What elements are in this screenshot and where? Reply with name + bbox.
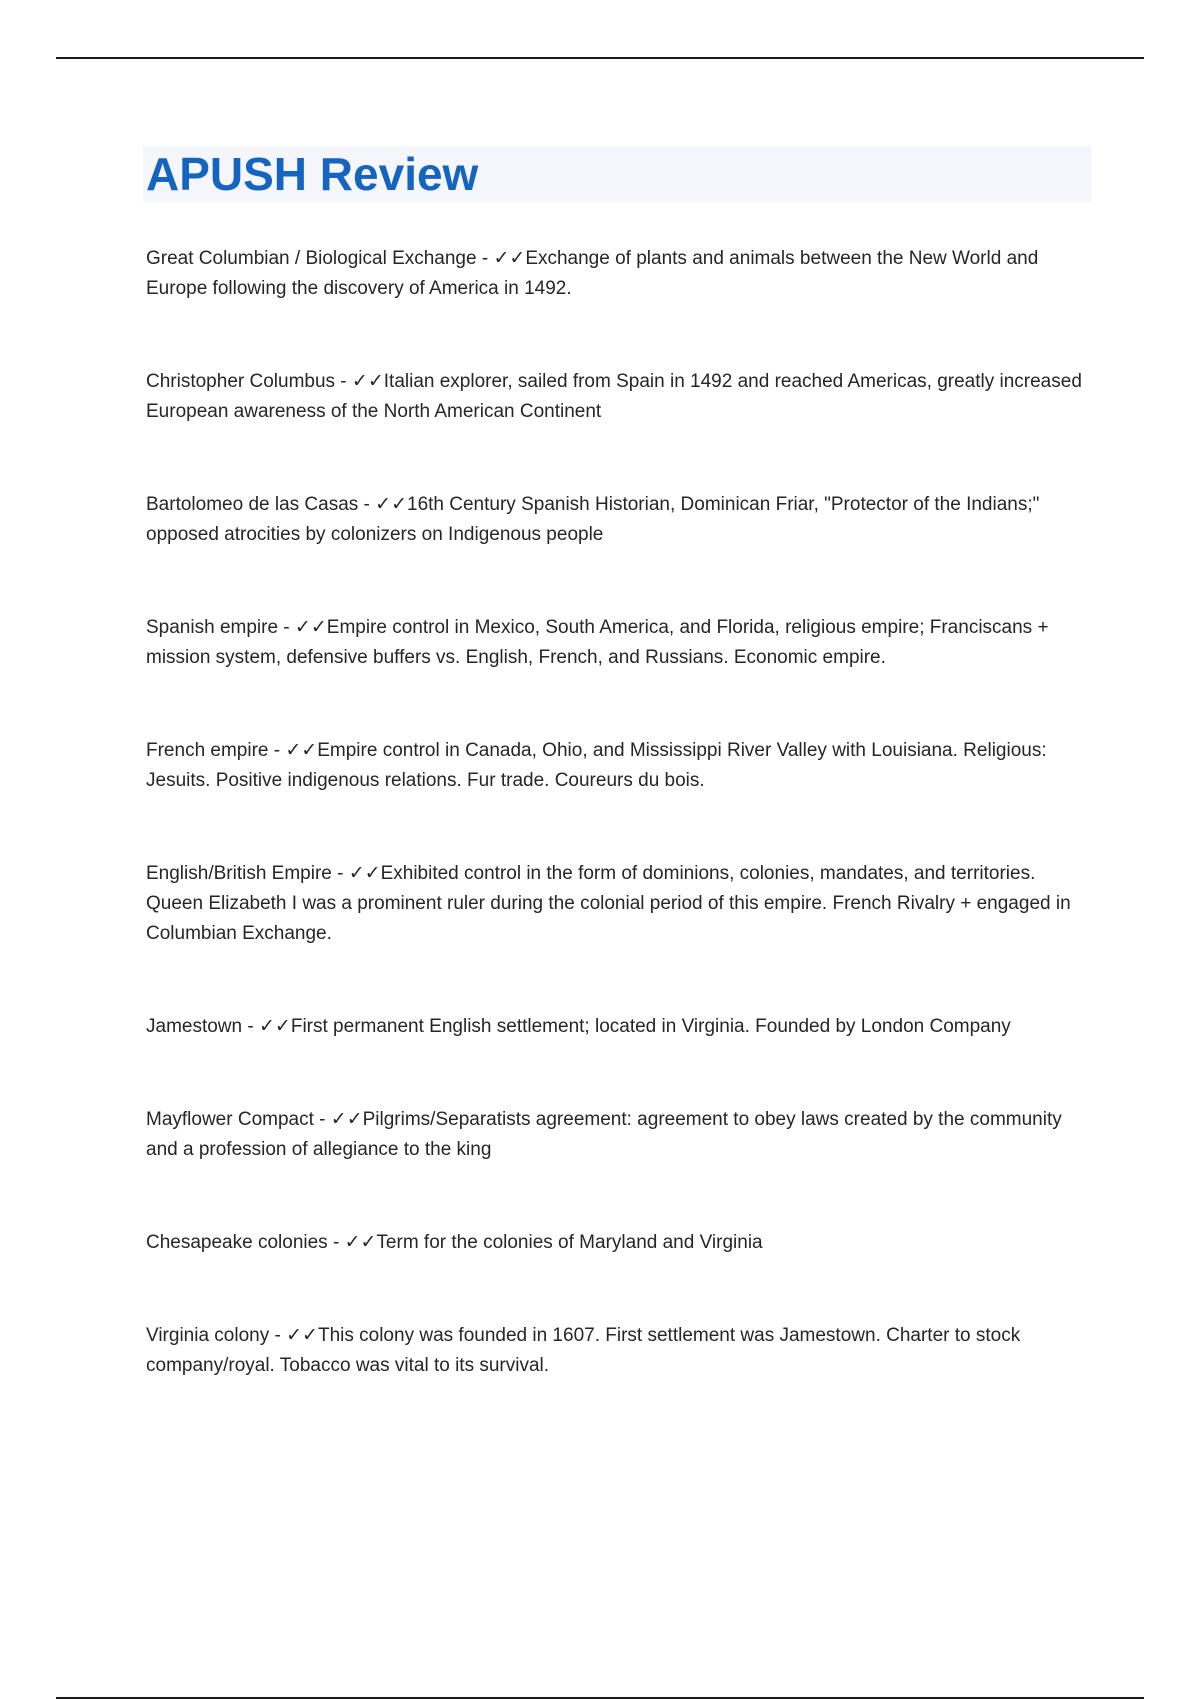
entry-separator: - (327, 1232, 345, 1253)
term-entry (146, 490, 1096, 550)
check-icon: ✓✓ (330, 1109, 363, 1130)
page-title: APUSH Review (146, 148, 479, 200)
entry-term: Spanish empire (146, 617, 279, 638)
term-entry (146, 1321, 1096, 1381)
entry-separator: - (242, 1016, 259, 1037)
entry-definition: Exhibited control in the form of dominions, colonies, mandates, and territories. Queen Elizabeth I was a prominent ruler during the colonial period of this empire. French Rivalry + engaged in Columbian Exchange. (146, 863, 1071, 944)
check-icon: ✓✓ (294, 617, 327, 638)
check-icon: ✓✓ (286, 1325, 318, 1346)
check-icon: ✓✓ (259, 1016, 291, 1037)
check-icon: ✓✓ (285, 740, 318, 761)
entry-term: Christopher Columbus (146, 371, 336, 392)
entry-term: English/British Empire (146, 863, 332, 884)
term-entry (146, 1012, 1096, 1042)
entry-separator: - (278, 617, 295, 638)
entry-term: Virginia colony (146, 1325, 270, 1346)
entry-term: Chesapeake colonies (146, 1232, 328, 1253)
entry-definition: Exchange of plants and animals between the New World and Europe following the discovery of America in 1492. (146, 248, 1039, 299)
entry-definition: Italian explorer, sailed from Spain in 1492 and reached Americas, greatly increased European awareness of the North American Continent (146, 371, 1082, 422)
check-icon: ✓✓ (348, 863, 381, 884)
check-icon: ✓✓ (375, 494, 408, 515)
term-entry (146, 1105, 1096, 1165)
entry-separator: - (358, 494, 376, 515)
term-entry (146, 859, 1096, 949)
entry-separator: - (269, 1325, 287, 1346)
entry-term: Bartolomeo de las Casas (146, 494, 359, 515)
entry-term: Great Columbian / Biological Exchange (146, 248, 477, 269)
term-entry (146, 244, 1096, 304)
entry-separator: - (335, 371, 352, 392)
entry-definition: 16th Century Spanish Historian, Dominican Friar, "Protector of the Indians;" opposed atrocities by colonizers on Indigenous people (146, 494, 1040, 545)
term-entry (146, 736, 1096, 796)
term-entry (146, 1228, 1096, 1258)
check-icon: ✓✓ (344, 1232, 377, 1253)
header-rule (56, 57, 1144, 59)
entry-separator: - (476, 248, 494, 269)
entry-definition: Empire control in Mexico, South America, and Florida, religious empire; Franciscans + mission system, defensive buffers vs. English, French, and Russians. Economic empire. (146, 617, 1049, 668)
entry-definition: Empire control in Canada, Ohio, and Mississippi River Valley with Louisiana. Religious: Jesuits. Positive indigenous relations. Fur trade. Coureurs du bois. (146, 740, 1047, 791)
entry-term: Mayflower Compact (146, 1109, 314, 1130)
entry-definition: Term for the colonies of Maryland and Virginia (376, 1232, 763, 1253)
footer-rule (56, 1697, 1144, 1699)
entry-separator: - (331, 863, 349, 884)
entry-definition: Pilgrims/Separatists agreement: agreement to obey laws created by the community and a profession of allegiance to the king (146, 1109, 1062, 1160)
check-icon: ✓✓ (351, 371, 384, 392)
entry-separator: - (268, 740, 286, 761)
entry-separator: - (313, 1109, 331, 1130)
check-icon: ✓✓ (493, 248, 526, 269)
entry-term: French empire (146, 740, 269, 761)
entry-definition: First permanent English settlement; located in Virginia. Founded by London Company (290, 1016, 1011, 1037)
entry-term: Jamestown (146, 1016, 243, 1037)
entry-definition: This colony was founded in 1607. First settlement was Jamestown. Charter to stock company/royal. Tobacco was vital to its survival. (146, 1325, 1021, 1376)
term-entry (146, 367, 1096, 427)
term-entry (146, 613, 1096, 673)
